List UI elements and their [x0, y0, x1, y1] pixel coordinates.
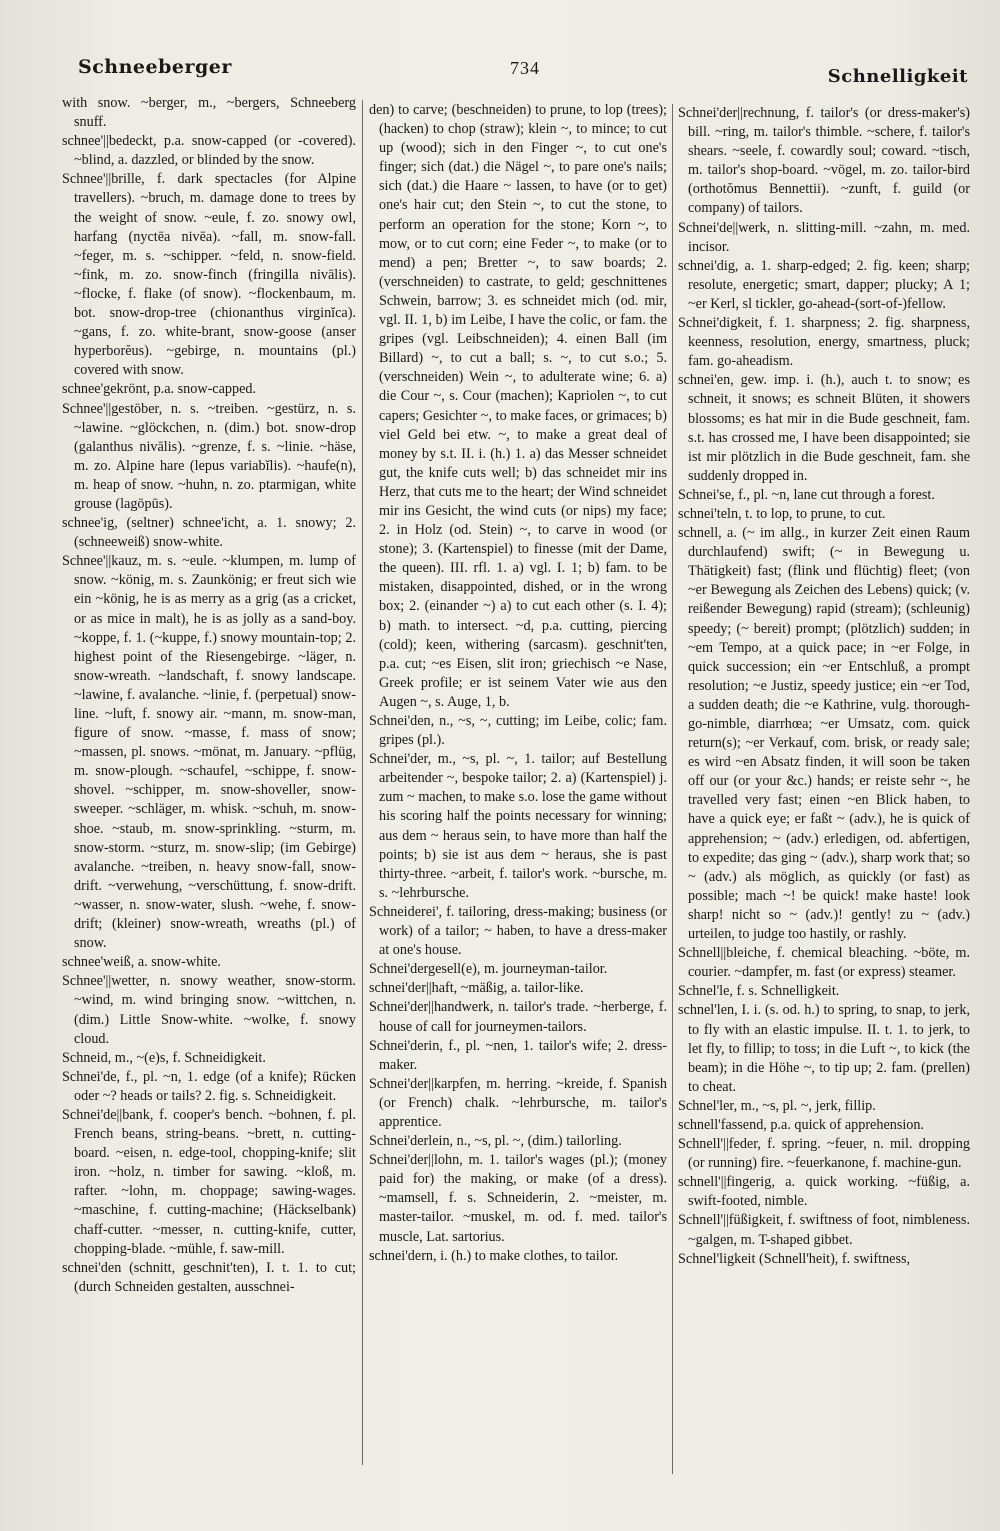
dictionary-entry: Schnee'||kauz, m. s. ~eule. ~klumpen, m. lump of snow. ~könig, m. s. Zaunkönig; er freut sich wie ein ~könig, he is as merry as a grig (as a cricket, or as mice in malt), he is as jolly as a sand-boy. ~koppe, f. 1. (~kuppe, f.) snowy mountain-top; 2. highest point of the Riesengebirge. ~läger, n. snow-wreath. ~landschaft, f. snowy landscape. ~lawine, f. avalanche. ~linie, f. (perpetual) snow-line. ~luft, f. snowy air. ~mann, m. snow-man, figure of snow. ~masse, f. mass of snow; ~massen, pl. snows. ~mönat, m. January. ~pflüg, m. snow-plough. ~schaufel, ~schippe, f. snow-shovel. ~schipper, m. snow-shoveller, snow-sweeper. ~schläger, m. whisk. ~schuh, m. snow-shoe. ~staub, m. snow-sprinkling. ~sturm, m. snow-storm. ~sturz, m. snow-slip; (im Gebirge) avalanche. ~treiben, n. heavy snow-fall, snow-drift. ~verwehung, ~verschüttung, f. snow-drift. ~wasser, n. snow-water, slush. ~wehe, f. snow-drift; (kleiner) snow-wreath, wreaths (pl.) of snow. [62, 553, 356, 952]
dictionary-entry: Schneiderei', f. tailoring, dress-making; business (or work) of a tailor; ~ haben, to have a dress-maker at one's house. [369, 903, 667, 959]
dictionary-entry: schnei'teln, t. to lop, to prune, to cut. [678, 505, 886, 522]
running-head-right: Schnelligkeit [827, 66, 968, 87]
dictionary-entry: schnee'weiß, a. snow-white. [62, 954, 221, 971]
dictionary-entry: schnei'der||haft, ~mäßig, a. tailor-like. [369, 980, 584, 997]
dictionary-entry: Schnei'der||karpfen, m. herring. ~kreide, f. Spanish (or French) chalk. ~lehrbursche, m. tailor's apprentice. [369, 1075, 667, 1130]
dictionary-entry: schnei'den (schnitt, geschnit'ten), I. t. 1. to cut; (durch Schneiden gestalten, ausschnei- [62, 1259, 356, 1295]
running-head-left: Schneeberger [78, 56, 232, 78]
dictionary-entry: Schnei'digkeit, f. 1. sharpness; 2. fig. sharpness, keenness, resolution, energy, smartness, pluck; fam. go-aheadism. [678, 315, 970, 370]
dictionary-entry: Schnel'ligkeit (Schnell'heit), f. swiftness, [678, 1250, 911, 1267]
column-right [678, 104, 970, 1269]
dictionary-entry: Schnee'||wetter, n. snowy weather, snow-storm. ~wind, m. wind bringing snow. ~wittchen, n. (dim.) Little Snow-white. ~wolke, f. snowy cloud. [62, 973, 356, 1047]
column-divider [672, 104, 673, 1474]
dictionary-entry: Schnell||bleiche, f. chemical bleaching. ~böte, m. courier. ~dampfer, m. fast (or express) steamer. [678, 945, 970, 981]
dictionary-entry: with snow. ~berger, m., ~bergers, Schneeberg snuff. [62, 95, 356, 131]
dictionary-entry: Schneid, m., ~(e)s, f. Schneidigkeit. [62, 1049, 266, 1066]
dictionary-entry: schnel'len, I. i. (s. od. h.) to spring, to snap, to jerk, to fly with an elastic impulse. II. t. 1. to jerk, to let fly, to fillip; to toss; in die Luft ~, to kick (the beam); in die Höhe ~, to tip up; 2. fam. (prellen) to cheat. [678, 1002, 970, 1095]
dictionary-entry: schnee'gekrönt, p.a. snow-capped. [62, 381, 257, 398]
dictionary-entry: schnei'dig, a. 1. sharp-edged; 2. fig. keen; sharp; resolute, energetic; smart, dapper; plucky; A 1; ~er Kerl, sl tickler, go-ahead-(sort-of-)fellow. [678, 257, 970, 312]
dictionary-entry: Schnell'||füßigkeit, f. swiftness of foot, nimbleness. ~galgen, m. T-shaped gibbet. [678, 1212, 970, 1248]
column-divider [362, 100, 363, 1465]
dictionary-entry: Schnei'de, f., pl. ~n, 1. edge (of a knife); Rücken oder ~? heads or tails? 2. fig. s. Schneidigkeit. [62, 1068, 356, 1104]
dictionary-entry: Schnee'||gestöber, n. s. ~treiben. ~gestürz, n. s. ~lawine. ~glöckchen, n. (dim.) bot. snow-drop (galanthus nivālis). ~grenze, f. s. ~linie. ~häse, m. zo. Alpine hare (lepus variabĭlis). ~haufe(n), m. heap of snow. ~huhn, n. zo. ptarmigan, white grouse (lagōpūs). [62, 400, 356, 512]
dictionary-entry: Schnei'der||handwerk, n. tailor's trade. ~herberge, f. house of call for journeymen-tailors. [369, 999, 667, 1035]
dictionary-entry: Schnei'dergesell(e), m. journeyman-tailor. [369, 961, 608, 978]
dictionary-entry: Schnei'den, n., ~s, ~, cutting; im Leibe, colic; fam. gripes (pl.). [369, 713, 667, 749]
page-number: 734 [510, 58, 540, 78]
dictionary-entry: Schnei'der, m., ~s, pl. ~, 1. tailor; auf Bestellung arbeitender ~, bespoke tailor; 2. a) (Kartenspiel) j. zum ~ machen, to make s.o. lose the game without his scoring half the points necessary for winning; aus dem ~ heraus sein, to have more than half the points; b) sie ist aus dem ~ heraus, she is past thirty-three. ~arbeit, f. tailor's work. ~bursche, m. s. ~lehrbursche. [369, 751, 667, 901]
dictionary-entry: Schnel'le, f. s. Schnelligkeit. [678, 983, 840, 1000]
dictionary-entry: Schnei'der||rechnung, f. tailor's (or dress-maker's) bill. ~ring, m. tailor's thimble. ~schere, f. tailor's shears. ~seele, f. cowardly soul; coward. ~tisch, m. tailor's shop-board. ~vögel, m. zo. tailor-bird (orthotŏmus Bennettii). ~zunft, f. guild (or company) of tailors. [678, 105, 970, 217]
dictionary-entry: schnell, a. (~ im allg., in kurzer Zeit einen Raum durchlaufend) swift; (~ in Bewegung u. Thätigkeit) fast; (flink und flüchtig) fleet; (von ~er Bewegung als Zeichen des Lebens) quick; (v. reißender Bewegung) rapid (stream); (schleunig) speedy; (~ bereit) prompt; (plötzlich) sudden; in ~em Tempo, at a quick pace; in ~er Folge, in quick succession; ein ~er Entschluß, a prompt resolution; ~e Justiz, speedy justice; ein ~er Tod, a sudden death; die ~e Kathrine, vulg. thorough-go-nimble, diarrhœa; ~er Umsatz, com. quick return(s); ~er Verkauf, com. brisk, or ready sale; es wird ~en Absatz finden, it will soon be taken off our (or your &c.) hands; er reiste sehr ~, he travelled very fast; einen ~en Blick haben, to have a quick eye; er faßt ~ (adv.), he is quick of apprehension; ~ (adv.) erledigen, od. abfertigen, to expedite; das ging ~ (adv.), sharp work that; so ~ (adv.) als möglich, as quickly (or fast) as possible; mach ~! be quick! make haste! look sharp! nicht so ~ (adv.)! gently! zu ~ (adv.) urteilen, to judge too hastily, or rashly. [678, 525, 970, 943]
dictionary-entry: Schnei'derlein, n., ~s, pl. ~, (dim.) tailorling. [369, 1133, 622, 1150]
dictionary-entry: Schnel'ler, m., ~s, pl. ~, jerk, fillip. [678, 1097, 876, 1114]
dictionary-entry: Schnei'de||werk, n. slitting-mill. ~zahn, m. med. incisor. [678, 219, 970, 255]
dictionary-entry: schnell'||fingerig, a. quick working. ~füßig, a. swift-footed, nimble. [678, 1174, 970, 1210]
dictionary-entry: schnei'dern, i. (h.) to make clothes, to tailor. [369, 1247, 619, 1264]
dictionary-entry: schnei'en, gew. imp. i. (h.), auch t. to snow; es schneit, it snows; es schneit Blüten, it showers blossoms; es hat mir in die Bude geschneit, fam. s.t. has crossed me, I have been disappointed; sie ist mir plötzlich in die Bude geschneit, fam. she suddenly dropped in. [678, 372, 970, 484]
dictionary-entry: schnell'fassend, p.a. quick of apprehension. [678, 1116, 925, 1133]
dictionary-entry: schnee'ig, (seltner) schnee'icht, a. 1. snowy; 2. (schneeweiß) snow-white. [62, 515, 356, 551]
dictionary-entry: Schnei'derin, f., pl. ~nen, 1. tailor's wife; 2. dress-maker. [369, 1037, 667, 1073]
column-left [62, 94, 356, 1297]
dictionary-entry: Schnei'se, f., pl. ~n, lane cut through a forest. [678, 486, 935, 503]
dictionary-entry: den) to carve; (beschneiden) to prune, to lop (trees); (hacken) to chop (straw); klein ~, to mince; to cut up (wood); sich in den Finger ~, to cut one's finger; sich (dat.) die Nägel ~, to pare one's nails; sich (dat.) die Haare ~ lassen, to have (or to get) one's hair cut; den Stein ~, to cut the stone, to perform an operation for the stone; Korn ~, to mow, or to cut corn; eine Feder ~, to make (or to mend) a pen; Bretter ~, to saw boards; 2. (verschneiden) to castrate, to geld; geschnittenes Schwein, barrow; 3. es schneidet mich (od. mir, vgl. II. 1, b) im Leibe, I have the colic, or fam. the gripes (vgl. Leibschneiden); 4. einen Ball (im Billard) ~, to cut a ball; s. ~, to cut s.o.; 5. (verschneiden) Wein ~, to adulterate wine; 6. a) die Cour ~, s. Cour (machen); Kapriolen ~, to cut capers; Gesichter ~, to make faces, or grimaces; b) viel Geld bei etw. ~, to make a great deal of money by s.t. II. i. (h.) 1. a) das Messer schneidet gut, the knife cuts well; b) das schneidet mir ins Herz, that cuts me to the heart; der Wind schneidet mir ins Gesicht, the wind cuts (or nips) my face; 2. in Holz (od. Stein) ~, to carve in wood (or stone); 3. (Kartenspiel) to finesse (mit der Dame, the queen). III. rfl. 1. a) vgl. I. 1; b) fam. to be mistaken, disappointed, dished, or in the wrong box; 2. (einander ~) a) to cut each other (s. I. 4); b) math. to intersect. ~d, p.a. cutting, piercing (cold); keen, withering (sarcasm). geschnit'ten, p.a. cut; ~es Eisen, slit iron; griechisch ~e Nase, Greek profile; er ist seinem Vater wie aus den Augen ~, s. Auge, 1, b. [369, 102, 667, 710]
dictionary-entry: Schnei'de||bank, f. cooper's bench. ~bohnen, f. pl. French beans, string-beans. ~brett, n. cutting-board. ~eisen, n. edge-tool, chopping-knife; slit iron. ~holz, n. timber for sawing. ~kloß, m. rafter. ~lohn, m. choppage; sawing-wages. ~maschine, f. cutting-machine; (Häckselbank) chaff-cutter. ~messer, n. cutting-knife, cutter, chopping-blade. ~mühle, f. saw-mill. [62, 1106, 356, 1257]
dictionary-entry: Schnei'der||lohn, m. 1. tailor's wages (pl.); (money paid for) the making, or make (of a dress). ~mamsell, f. s. Schneiderin, 2. ~meister, m. master-tailor. ~muskel, m. od. f. med. tailor's muscle, Lat. sartorius. [369, 1152, 667, 1245]
running-head [0, 52, 1000, 92]
dictionary-entry: Schnell'||feder, f. spring. ~feuer, n. mil. dropping (or running) fire. ~feuerkanone, f. machine-gun. [678, 1136, 970, 1172]
dictionary-entry: schnee'||bedeckt, p.a. snow-capped (or -covered). ~blind, a. dazzled, or blinded by the snow. [62, 133, 356, 169]
dictionary-entry: Schnee'||brille, f. dark spectacles (for Alpine travellers). ~bruch, m. damage done to trees by the weight of snow. ~eule, f. zo. snowy owl, harfang (nyctēa nivēa). ~fall, m. snow-fall. ~feger, m. s. ~schipper. ~feld, n. snow-field. ~fink, m. zo. snow-finch (fringilla nivālis). ~flocke, f. flake (of snow). ~flockenbaum, m. bot. snow-drop-tree (chionanthus virginĭca). ~gans, f. zo. white-brant, snow-goose (anser hyperborĕus). ~gebirge, n. mountains (pl.) covered with snow. [62, 171, 356, 379]
column-middle [369, 101, 667, 1266]
